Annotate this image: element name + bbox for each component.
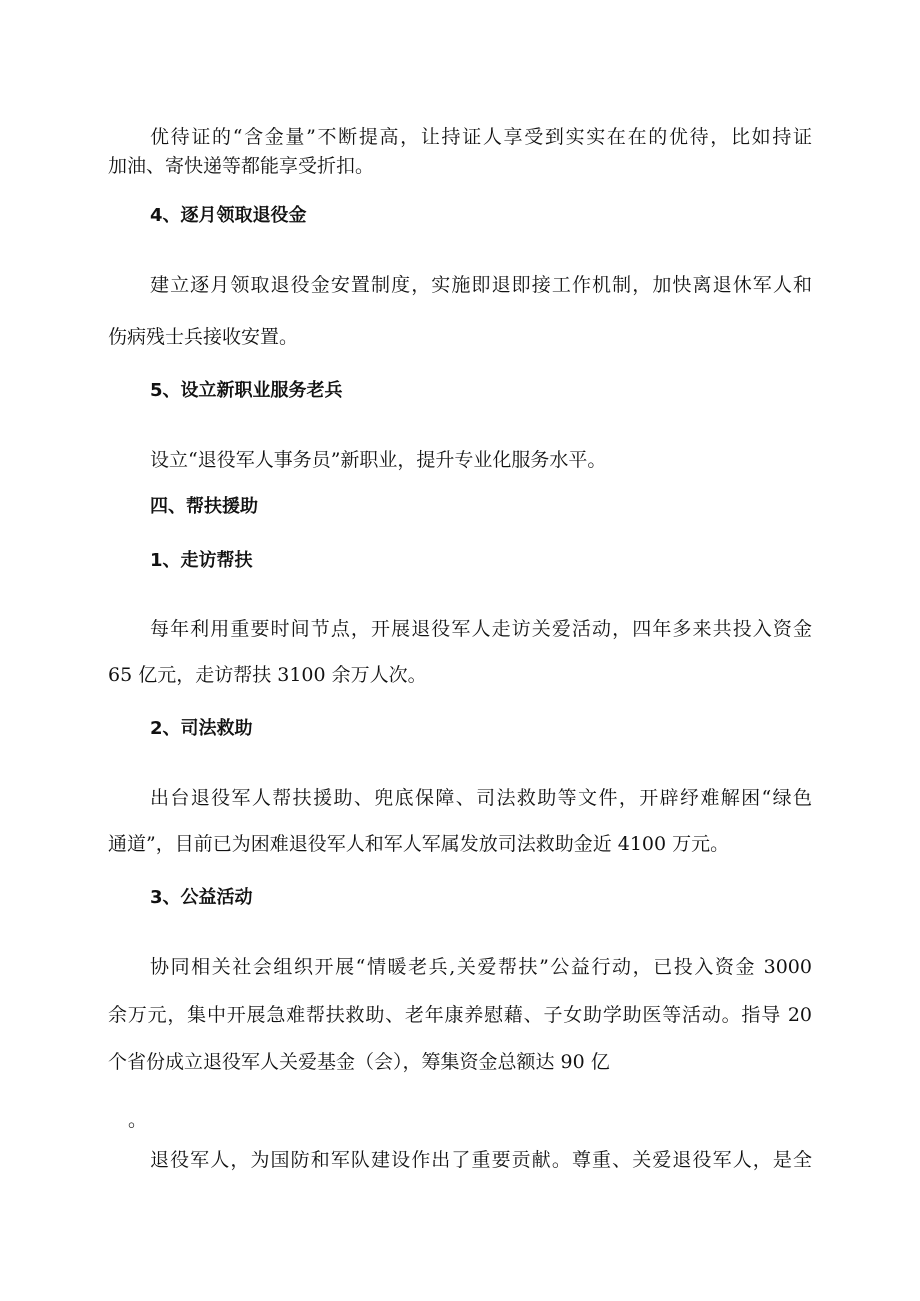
paragraph-line: 出台退役军人帮扶援助、兜底保障、司法救助等文件，开辟纾难解困“绿色 xyxy=(150,787,812,809)
section-heading: 四、帮扶援助 xyxy=(150,496,258,517)
section-heading: 5、设立新职业服务老兵 xyxy=(150,380,343,401)
paragraph-line: 伤病残士兵接收安置。 xyxy=(108,326,299,348)
paragraph-line: 65 亿元，走访帮扶 3100 余万人次。 xyxy=(108,664,427,686)
paragraph-line: 设立“退役军人事务员”新职业，提升专业化服务水平。 xyxy=(150,449,607,471)
paragraph-line: 通道”，目前已为困难退役军人和军人军属发放司法救助金近 4100 万元。 xyxy=(108,833,730,855)
paragraph-line: 建立逐月领取退役金安置制度，实施即退即接工作机制，加快离退休军人和 xyxy=(150,274,812,296)
section-heading: 2、司法救助 xyxy=(150,718,253,739)
paragraph-line: 退役军人，为国防和军队建设作出了重要贡献。尊重、关爱退役军人，是全 xyxy=(150,1149,812,1171)
paragraph-line: 优待证的“含金量”不断提高，让持证人享受到实实在在的优待，比如持证 xyxy=(150,126,812,148)
section-heading: 4、逐月领取退役金 xyxy=(150,205,307,226)
section-heading: 1、走访帮扶 xyxy=(150,550,253,571)
paragraph-line: 每年利用重要时间节点，开展退役军人走访关爱活动，四年多来共投入资金 xyxy=(150,618,812,640)
paragraph-line: 余万元，集中开展急难帮扶救助、老年康养慰藉、子女助学助医等活动。指导 20 xyxy=(108,1004,812,1026)
paragraph-line: 个省份成立退役军人关爱基金（会），筹集资金总额达 90 亿 xyxy=(108,1051,610,1073)
section-heading: 3、公益活动 xyxy=(150,887,253,908)
paragraph-line: 协同相关社会组织开展“情暖老兵,关爱帮扶”公益行动，已投入资金 3000 xyxy=(150,956,812,978)
paragraph-line: 。 xyxy=(128,1109,148,1131)
paragraph-line: 加油、寄快递等都能享受折扣。 xyxy=(108,155,375,177)
